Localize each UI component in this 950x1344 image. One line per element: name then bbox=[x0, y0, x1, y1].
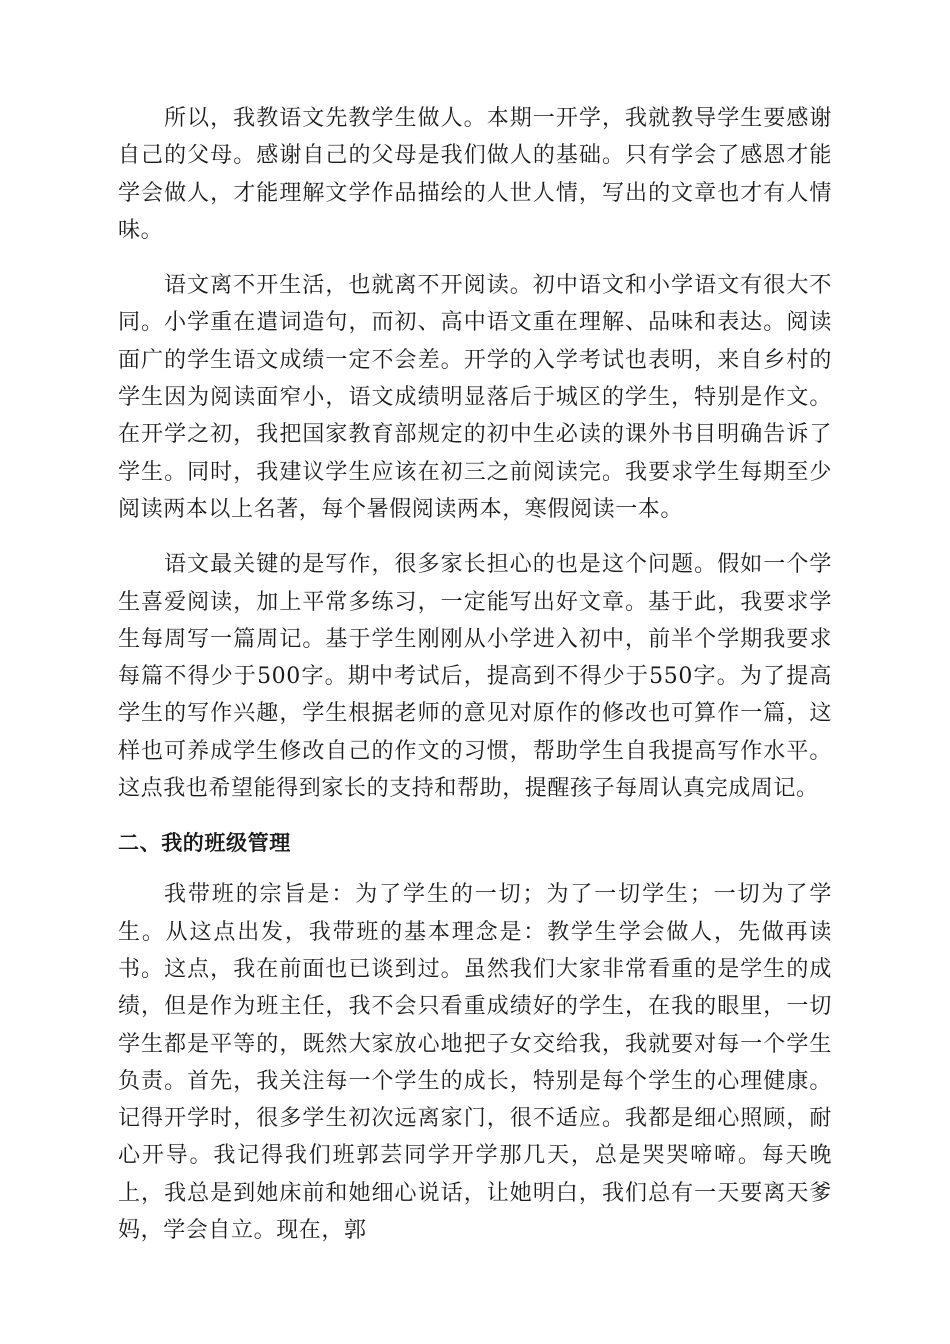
body-paragraph-1: 所以，我教语文先教学生做人。本期一开学，我就教导学生要感谢自己的父母。感谢自己的父母是我们做人的基础。只有学会了感恩才能学会做人，才能理解文学作品描绘的人世人情，写出的文章也才有人情味。 bbox=[118, 106, 832, 243]
section-heading: 二、我的班级管理 bbox=[118, 831, 291, 856]
body-paragraph-2: 语文离不开生活，也就离不开阅读。初中语文和小学语文有很大不同。小学重在遣词造句，而初、高中语文重在理解、品味和表达。阅读面广的学生语文成绩一定不会差。开学的入学考试也表明，来自乡村的学生因为阅读面窄小，语文成绩明显落后于城区的学生，特别是作文。在开学之初，我把国家教育部规定的初中生必读的课外书目明确告诉了学生。同时，我建议学生应该在初三之前阅读完。我要求学生每期至少阅读两本以上名著，每个暑假阅读两本，寒假阅读一本。 bbox=[118, 273, 832, 522]
body-paragraph-3: 语文最关键的是写作，很多家长担心的也是这个问题。假如一个学生喜爱阅读，加上平常多练习，一定能写出好文章。基于此，我要求学生每周写一篇周记。基于学生刚刚从小学进入初中，前半个学期我要求每篇不得少于500字。期中考试后，提高到不得少于550字。为了提高学生的写作兴趣，学生根据老师的意见对原作的修改也可算作一篇，这样也可养成学生修改自己的作文的习惯，帮助学生自我提高写作水平。这点我也希望能得到家长的支持和帮助，提醒孩子每周认真完成周记。 bbox=[118, 552, 832, 802]
document-page bbox=[118, 100, 832, 1267]
body-paragraph-4: 我带班的宗旨是：为了学生的一切；为了一切学生；一切为了学生。从这点出发，我带班的基本理念是：教学生学会做人，先做再读书。这点，我在前面也已谈到过。虽然我们大家非常看重的是学生的成绩，但是作为班主任，我不会只看重成绩好的学生，在我的眼里，一切学生都是平等的，既然大家放心地把子女交给我，我就要对每一个学生负责。首先，我关注每一个学生的成长，特别是每个学生的心理健康。记得开学时，很多学生初次远离家门，很不适应。我都是细心照顾，耐心开导。我记得我们班郭芸同学开学那几天，总是哭哭啼啼。每天晚上，我总是到她床前和她细心说话，让她明白，我们总有一天要离天爹妈，学会自立。现在，郭 bbox=[118, 882, 832, 1244]
